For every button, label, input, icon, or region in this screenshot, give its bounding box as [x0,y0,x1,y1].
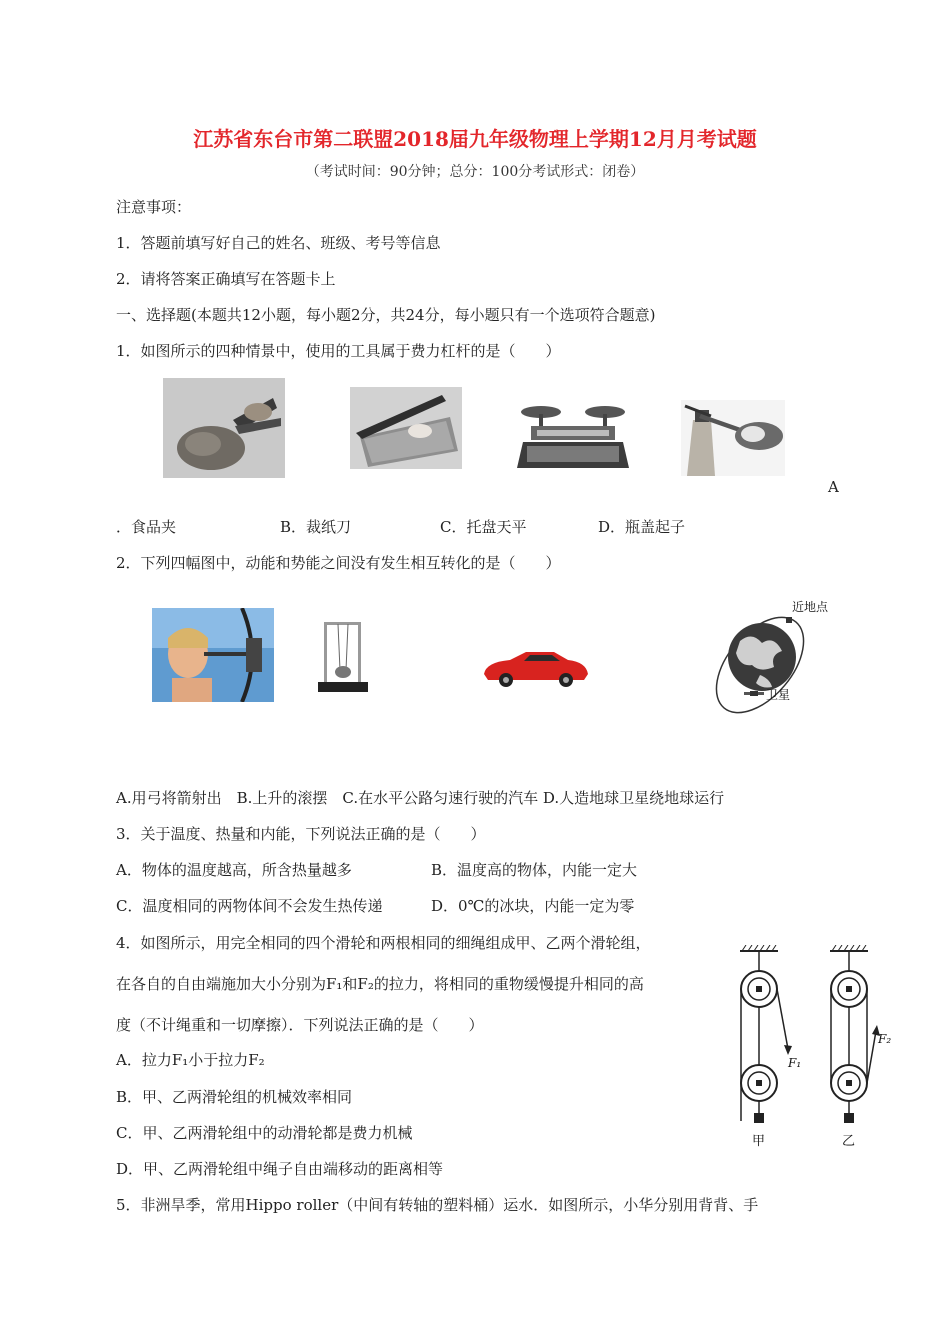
option-c: C．甲、乙两滑轮组中的动滑轮都是费力机械 [116,1124,413,1142]
question-4-stem: 度（不计绳重和一切摩擦）．下列说法正确的是（ ） [116,1016,484,1034]
exam-info: （考试时间：90分钟；总分：100分考试形式：闭卷） [305,164,645,180]
option-a: A．物体的温度越高，所含热量越多 [116,861,352,879]
option-b: B．裁纸刀 [280,518,352,536]
food-tongs-image [163,378,285,478]
note-item: 2．请将答案正确填写在答题卡上 [116,270,336,288]
car-image [480,648,592,688]
question-3-stem: 3．关于温度、热量和内能，下列说法正确的是（ ） [116,825,486,843]
pulley-diagram [734,945,894,1155]
option-b: B．温度高的物体，内能一定大 [431,861,638,879]
paper-cutter-image [350,387,462,469]
note-item: 1．答题前填写好自己的姓名、班级、考号等信息 [116,234,441,252]
pulley-yi-label: 乙 [842,1134,856,1149]
satellite-orbit-diagram [700,595,840,725]
question-2-stem: 2．下列四幅图中，动能和势能之间没有发生相互转化的是（ ） [116,554,561,572]
option-d: D．瓶盖起子 [598,518,686,536]
rolling-pendulum-image [318,620,368,692]
option-d: D．0℃的冰块，内能一定为零 [431,897,635,915]
archer-image [152,608,274,702]
question-2-options: A.用弓将箭射出 B.上升的滚摆 C.在水平公路匀速行驶的汽车 D.人造地球卫星绕地球运行 [116,789,725,807]
satellite-label: 卫星 [766,688,791,702]
question-1-stem: 1．如图所示的四种情景中，使用的工具属于费力杠杆的是（ ） [116,342,561,360]
option-a: ．食品夹 [116,518,177,536]
notes-heading: 注意事项： [116,198,192,216]
page-title: 江苏省东台市第二联盟2018届九年级物理上学期12月月考试题 [193,127,757,151]
force-f1-label: F₁ [788,1056,802,1070]
section-heading: 一、选择题(本题共12小题，每小题2分，共24分，每小题只有一个选项符合题意) [116,306,656,324]
option-b: B．甲、乙两滑轮组的机械效率相同 [116,1088,353,1106]
option-d: D．甲、乙两滑轮组中绳子自由端移动的距离相等 [116,1160,444,1178]
perigee-label: 近地点 [792,600,829,614]
force-f2-label: F₂ [878,1032,892,1046]
stray-label: A [828,478,839,496]
question-4-stem: 在各自的自由端施加大小分别为F₁和F₂的拉力，将相同的重物缓慢提升相同的高 [116,975,644,993]
option-c: C．托盘天平 [440,518,527,536]
option-a: A．拉力F₁小于拉力F₂ [116,1051,265,1069]
question-5-stem: 5．非洲旱季，常用Hippo roller（中间有转轴的塑料桶）运水．如图所示，小华分别用背背、手 [116,1196,759,1214]
question-4-stem: 4．如图所示，用完全相同的四个滑轮和两根相同的细绳组成甲、乙两个滑轮组， [116,934,651,952]
balance-scale-image [517,402,629,470]
pulley-jia-label: 甲 [752,1134,766,1149]
bottle-opener-image [681,400,785,476]
option-c: C．温度相同的两物体间不会发生热传递 [116,897,383,915]
